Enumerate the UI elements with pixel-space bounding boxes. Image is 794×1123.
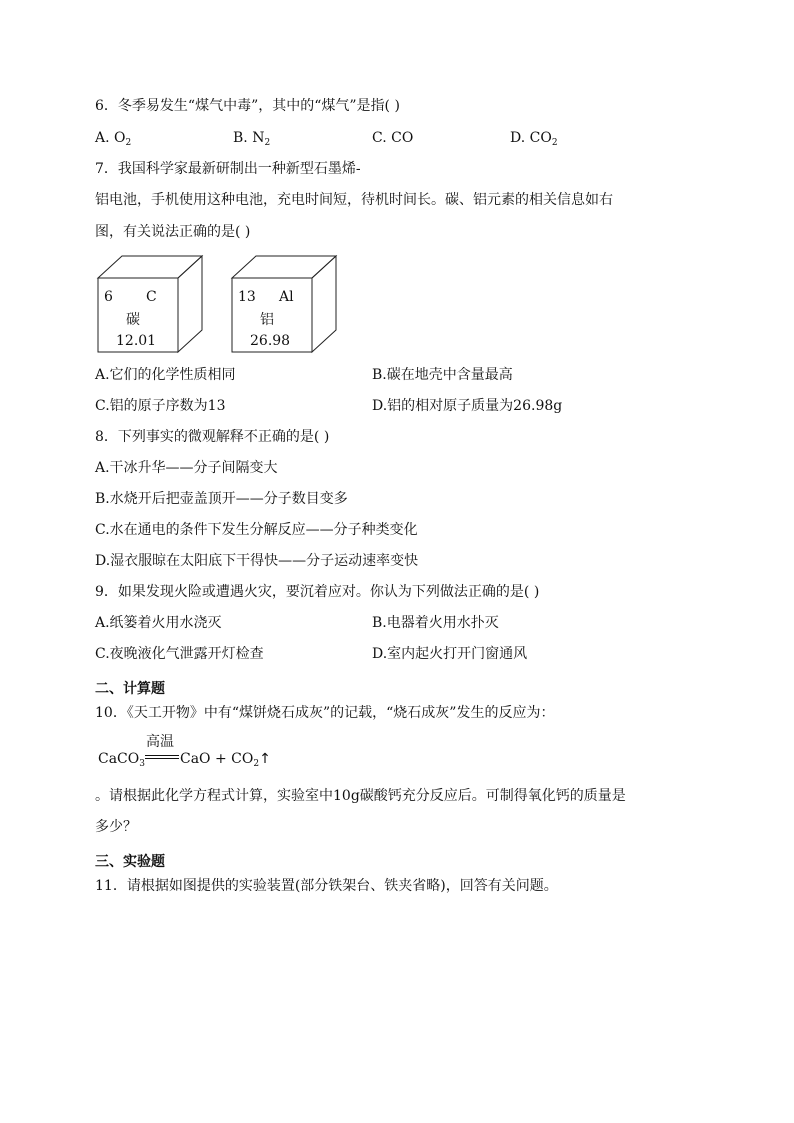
q8-stem: 8．下列事实的微观解释不正确的是( ) (95, 429, 330, 445)
section-title-calculation: 二、计算题 (95, 681, 165, 697)
carbon-symbol: C (146, 289, 157, 305)
q7-option-a: A.它们的化学性质相同 (95, 367, 236, 383)
q10-text-line2: 多少？ (95, 819, 137, 835)
equation-product-sub: 2 (253, 759, 260, 769)
q6-option-a-formula: O (114, 130, 126, 146)
carbon-name: 碳 (126, 312, 140, 328)
section-title-experiment: 三、实验题 (95, 854, 165, 870)
q9-option-d: D.室内起火打开门窗通风 (372, 646, 528, 662)
q6-stem: 6．冬季易发生“煤气中毒”，其中的“煤气”是指( ) (95, 98, 400, 114)
aluminum-atomic-number: 13 (238, 289, 256, 305)
q6-option-d (510, 128, 558, 153)
equation-condition: 高温 (146, 734, 174, 750)
equation-reactant (98, 750, 145, 773)
q9-stem: 9．如果发现火险或遭遇火灾，要沉着应对。你认为下列做法正确的是( ) (95, 584, 540, 600)
q7-stem-line3: 图，有关说法正确的是( ) (95, 224, 251, 240)
q6-option-a-sub: 2 (125, 138, 132, 148)
q6-option-d-prefix: D. (510, 130, 530, 146)
q9-option-a: A.纸篓着火用水浇灭 (95, 615, 222, 631)
q7-option-d: D.铝的相对原子质量为26.98g (372, 398, 563, 414)
q9-option-b: B.电器着火用水扑灭 (372, 615, 499, 631)
element-card-aluminum (230, 254, 340, 354)
q6-option-b (233, 128, 270, 153)
gas-arrow-icon: ↑ (259, 751, 271, 767)
q6-option-d-formula: CO (529, 130, 552, 146)
equation-products (180, 750, 271, 773)
q10-stem: 10．《天工开物》中有“煤饼烧石成灰”的记载，“烧石成灰”发生的反应为： (95, 705, 555, 721)
q7-option-b: B.碳在地壳中含量最高 (372, 367, 513, 383)
carbon-atomic-number: 6 (104, 289, 113, 305)
q6-option-c: C. CO (372, 130, 414, 146)
q8-option-b: B.水烧开后把壶盖顶开——分子数目变多 (95, 491, 348, 507)
q8-option-c: C.水在通电的条件下发生分解反应——分子种类变化 (95, 522, 418, 538)
q8-option-a: A.干冰升华——分子间隔变大 (95, 460, 278, 476)
q7-stem-line1: 7．我国科学家最新研制出一种新型石墨烯- (95, 161, 361, 177)
q9-option-c: C.夜晚液化气泄露开灯检查 (95, 646, 264, 662)
equation-reactant-formula: CaCO (98, 751, 140, 767)
q6-option-b-sub: 2 (264, 138, 271, 148)
q11-stem: 11．请根据如图提供的实验装置(部分铁架台、铁夹省略)，回答有关问题。 (95, 878, 558, 894)
equation-double-line-bottom (145, 758, 179, 759)
q7-stem-line2: 铝电池，手机使用这种电池，充电时间短，待机时间长。碳、铝元素的相关信息如右 (95, 192, 613, 208)
q6-option-d-sub: 2 (551, 138, 558, 148)
q7-option-c: C.铝的原子序数为13 (95, 398, 226, 414)
q6-option-a-prefix: A. (95, 130, 115, 146)
aluminum-symbol: Al (279, 289, 294, 305)
aluminum-atomic-mass: 26.98 (250, 333, 291, 349)
equation-reactant-sub: 3 (139, 759, 145, 769)
q6-option-b-prefix: B. (233, 130, 253, 146)
q8-option-d: D.湿衣服晾在太阳底下干得快——分子运动速率变快 (95, 553, 419, 569)
q6-option-b-formula: N (252, 130, 265, 146)
equation-double-line-top (145, 755, 179, 756)
q10-equation (98, 734, 298, 774)
aluminum-name: 铝 (260, 312, 274, 328)
element-card-carbon (96, 254, 206, 354)
carbon-atomic-mass: 12.01 (116, 333, 157, 349)
q10-text-line1: 。请根据此化学方程式计算，实验室中10g碳酸钙充分反应后。可制得氧化钙的质量是 (95, 788, 626, 804)
equation-product-formula: CaO + CO (180, 751, 254, 767)
q6-option-a (95, 128, 131, 153)
